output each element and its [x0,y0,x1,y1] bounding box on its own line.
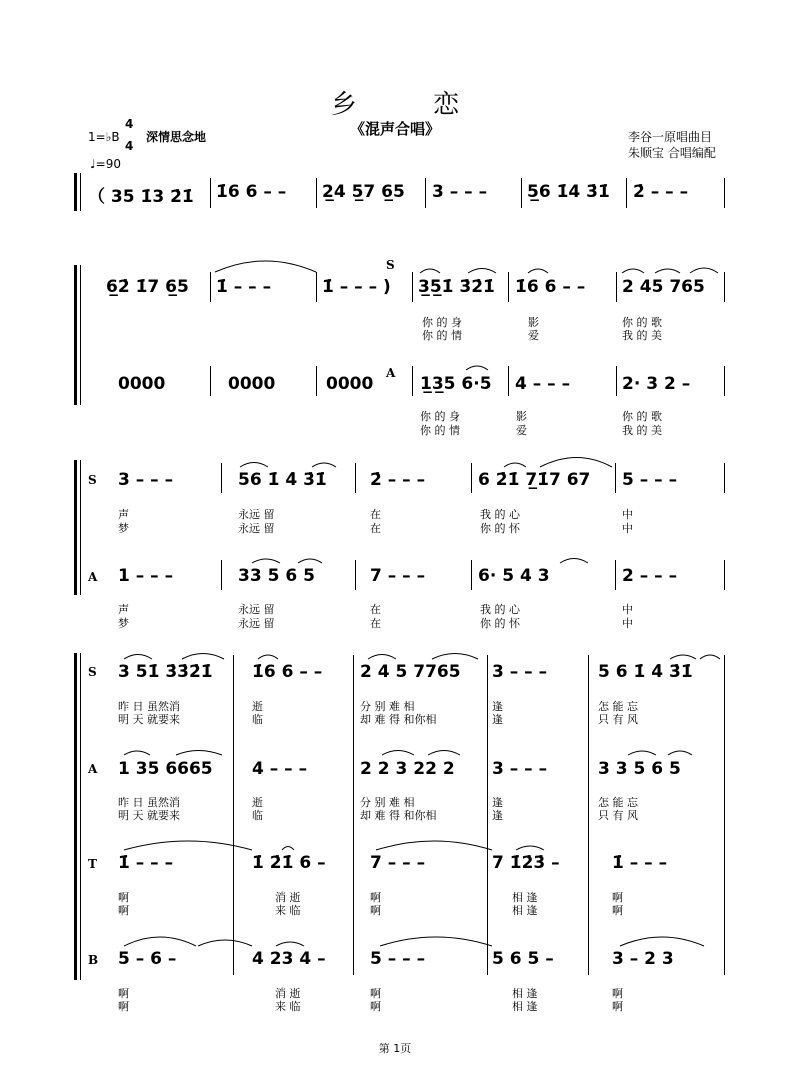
lyric: 在 [370,508,381,521]
lyric: 你 的 歌 [622,316,662,329]
lyric: 永远 留 [238,603,275,616]
lyric: 昨 日 虽然消 [118,796,180,809]
lyric: 临 [252,713,263,726]
s4-a-5: 3 3 5 6 5 [598,759,681,779]
voice-label-a: A [88,570,98,584]
lyric: 你 的 怀 [480,617,520,630]
lyric: 你 的 身 [422,316,462,329]
time-signature-top: 4 [125,117,134,131]
lyric: 啊 [370,904,381,917]
lyric: 啊 [370,1000,381,1013]
s2-lower-2: 0000 [228,374,276,394]
voice-label-b: B [88,953,99,967]
lyric: 啊 [118,904,129,917]
slur [252,559,280,563]
lyric: 啊 [612,987,623,1000]
lyric: 怎 能 忘 [598,700,638,713]
lyric: 分 别 难 相 [360,700,415,713]
s4-t-1: 1̇ – – – [118,853,174,873]
s2-upper-6: 2 45 765 [622,277,705,297]
lyric: 中 [622,508,633,521]
s3-a-1: 1 – – – [118,566,174,586]
slur [468,269,496,274]
s4-a-3: 2 2 3 22 2 [360,759,455,779]
slur [655,269,680,273]
lyric: 逝 [252,700,263,713]
lyric: 来 临 [275,1000,301,1013]
s3-s-1: 3 – – – [118,470,174,490]
lyric: 你 的 情 [420,424,460,437]
lyric: 相 逢 [512,891,538,904]
slur [198,940,252,946]
measure-5: 5̲6 1̇4 3̇1̇ [527,182,610,202]
lyric: 相 逢 [512,904,538,917]
slur [182,654,224,660]
lyric: 中 [622,603,633,616]
lyric: 怎 能 忘 [598,796,638,809]
lyric: 分 别 难 相 [360,796,415,809]
lyric: 你 的 身 [420,410,460,423]
lyric: 只 有 风 [598,809,638,822]
lyric: 声 [118,603,129,616]
lyric: 却 难 得 和你相 [360,713,437,726]
slur [258,655,278,659]
lyric: 在 [370,603,381,616]
lyric: 啊 [612,1000,623,1013]
page-number: 第 1页 [378,1042,412,1055]
slur [376,841,492,850]
s3-a-5: 2 – – – [622,566,678,586]
slur [420,269,440,273]
subtitle: 《混声合唱》 [349,120,440,138]
tempo-mark: ♩=90 [90,157,121,171]
lyric: 我 的 美 [622,424,662,437]
lyric: 梦 [118,617,129,630]
s4-s-5: 5 6 1̇ 4̇ 3̇1̇ [598,662,693,682]
slur [668,751,692,755]
lyric: 啊 [612,891,623,904]
lyric: 中 [622,522,633,535]
s3-a-3: 7 – – – [370,566,426,586]
measure-4: 3 – – – [432,182,488,202]
lyric: 啊 [118,1000,129,1013]
measure-2: 1̇6 6 – – [216,182,287,202]
lyric: 啊 [118,891,129,904]
lyric: 消 逝 [275,987,301,1000]
slur [700,655,720,659]
lyric: 我 的 心 [480,603,520,616]
lyric: 逝 [252,796,263,809]
lyric: 我 的 美 [622,329,662,342]
slur [215,261,316,272]
s4-b-2: 4 23 4 – [252,949,326,969]
s2-lower-5: 4 – – – [515,374,571,394]
s4-s-1: 3 51̇ 3̇3̇2̇1̇ [118,662,213,682]
lyric: 永远 留 [238,522,275,535]
slur [124,937,196,946]
s4-t-5: 1̇ – – – [612,853,668,873]
lyric: 永远 留 [238,508,275,521]
key-signature: 1=♭B [88,130,120,144]
s2-upper-1: 6̲2̇ 1̇7 6̲5 [106,277,189,297]
lyric: 啊 [370,987,381,1000]
lyric: 在 [370,617,381,630]
s4-b-1: 5 – 6 – [118,949,177,969]
lyric: 相 逢 [512,987,538,1000]
lyric: 我 的 心 [480,508,520,521]
s2-upper-3: 1̇ – – – ) [322,277,391,297]
s4-a-4: 3 – – – [492,759,548,779]
lyric: 逢 [492,809,503,822]
slur [124,751,150,755]
s4-a-2: 4 – – – [252,759,308,779]
s2-lower-4: 1̲3̲5 6·5 [420,374,492,394]
slur [504,463,526,467]
s4-a-1: 1 35 6665 [118,759,213,779]
s4-b-3: 5 – – – [370,949,426,969]
slur [516,846,544,850]
slur [432,654,478,660]
lyric: 你 的 怀 [480,522,520,535]
lyric: 爱 [528,329,539,342]
slur [622,269,644,273]
s3-s-4: 6 2̇1̇ 7̲1̇7 67 [478,470,591,490]
slur [240,463,268,468]
slur [124,841,252,850]
s3-a-2: 33 5 6 5 [238,566,315,586]
slur [466,366,488,370]
lyric: 啊 [370,891,381,904]
s2-upper-4: 3̲5̲1̇ 3̇2̇1̇ [418,277,495,297]
lyric: 却 难 得 和你相 [360,809,437,822]
voice-label-t: T [88,857,97,871]
voice-label-a: A [88,762,98,776]
slur [560,559,588,564]
s4-t-2: 1̇ 2̇1̇ 6 – [252,853,326,873]
slur [382,751,414,756]
lyric: 影 [528,316,539,329]
s4-s-3: 2 4 5 7765 [360,662,461,682]
slur [380,937,492,946]
lyric: 永远 留 [238,617,275,630]
s2-upper-2: 1̇ – – – [216,277,272,297]
slur [540,458,612,468]
s4-t-4: 7 1̇2̇3̇ – [492,853,560,873]
slur [620,937,704,946]
lyric: 临 [252,809,263,822]
lyric: 影 [516,410,527,423]
page-title: 乡 恋 [330,90,494,120]
lyric: 相 逢 [512,1000,538,1013]
s4-s-2: 1̇6 6 – – [252,662,323,682]
slur [298,559,322,563]
lyric: 你 的 歌 [622,410,662,423]
voice-label-a: A [386,366,396,380]
s4-b-5: 3 – 2 3 [612,949,674,969]
measure-1: （ 35 1̇3 2̇1̇ [88,187,194,207]
slur [670,655,696,659]
lyric: 爱 [516,424,527,437]
slur [276,942,304,946]
voice-label-s: S [88,665,97,679]
lyric: 明 天 就要来 [118,809,180,822]
voice-label-s: S [386,258,395,272]
s3-a-4: 6· 5 4 3 [478,566,550,586]
lyric: 消 逝 [275,891,301,904]
s4-s-4: 3 – – – [492,662,548,682]
slur [690,268,718,273]
composer-credit: 李谷一原唱曲目 [628,130,713,144]
lyric: 逢 [492,700,503,713]
lyric: 啊 [612,904,623,917]
s2-upper-5: 1̇6 6 – – [515,277,586,297]
measure-6: 2̇ – – – [633,182,689,202]
lyric: 来 临 [275,904,301,917]
s3-s-3: 2̇ – – – [370,470,426,490]
s2-lower-3: 0000 [326,374,374,394]
s4-b-4: 5 6 5 – [492,949,554,969]
slur [124,655,152,660]
voice-label-s: S [88,473,97,487]
slur [176,751,222,756]
measure-3: 2̲4 5̲7 6̲5 [322,182,405,202]
lyric: 明 天 就要来 [118,713,180,726]
slur [312,463,336,467]
s4-t-3: 7 – – – [370,853,426,873]
lyric: 只 有 风 [598,713,638,726]
s2-lower-6: 2· 3 2 – [622,374,691,394]
lyric: 啊 [118,987,129,1000]
slur [428,751,460,756]
lyric: 中 [622,617,633,630]
slur [368,655,396,660]
slur [628,751,656,755]
lyric: 声 [118,508,129,521]
expression-mark: 深情思念地 [146,130,207,144]
lyric: 昨 日 虽然消 [118,700,180,713]
s3-s-2: 56 1̇ 4̇ 3̇1̇ [238,470,327,490]
lyric: 逢 [492,796,503,809]
arranger-credit: 朱顺宝 合唱编配 [628,146,716,160]
time-signature-bottom: 4 [125,139,134,153]
lyric: 逢 [492,713,503,726]
slur [282,847,294,851]
slur [528,269,548,273]
s3-s-5: 5 – – – [622,470,678,490]
s2-lower-1: 0000 [118,374,166,394]
lyric: 梦 [118,522,129,535]
lyric: 你 的 情 [422,329,462,342]
lyric: 在 [370,522,381,535]
